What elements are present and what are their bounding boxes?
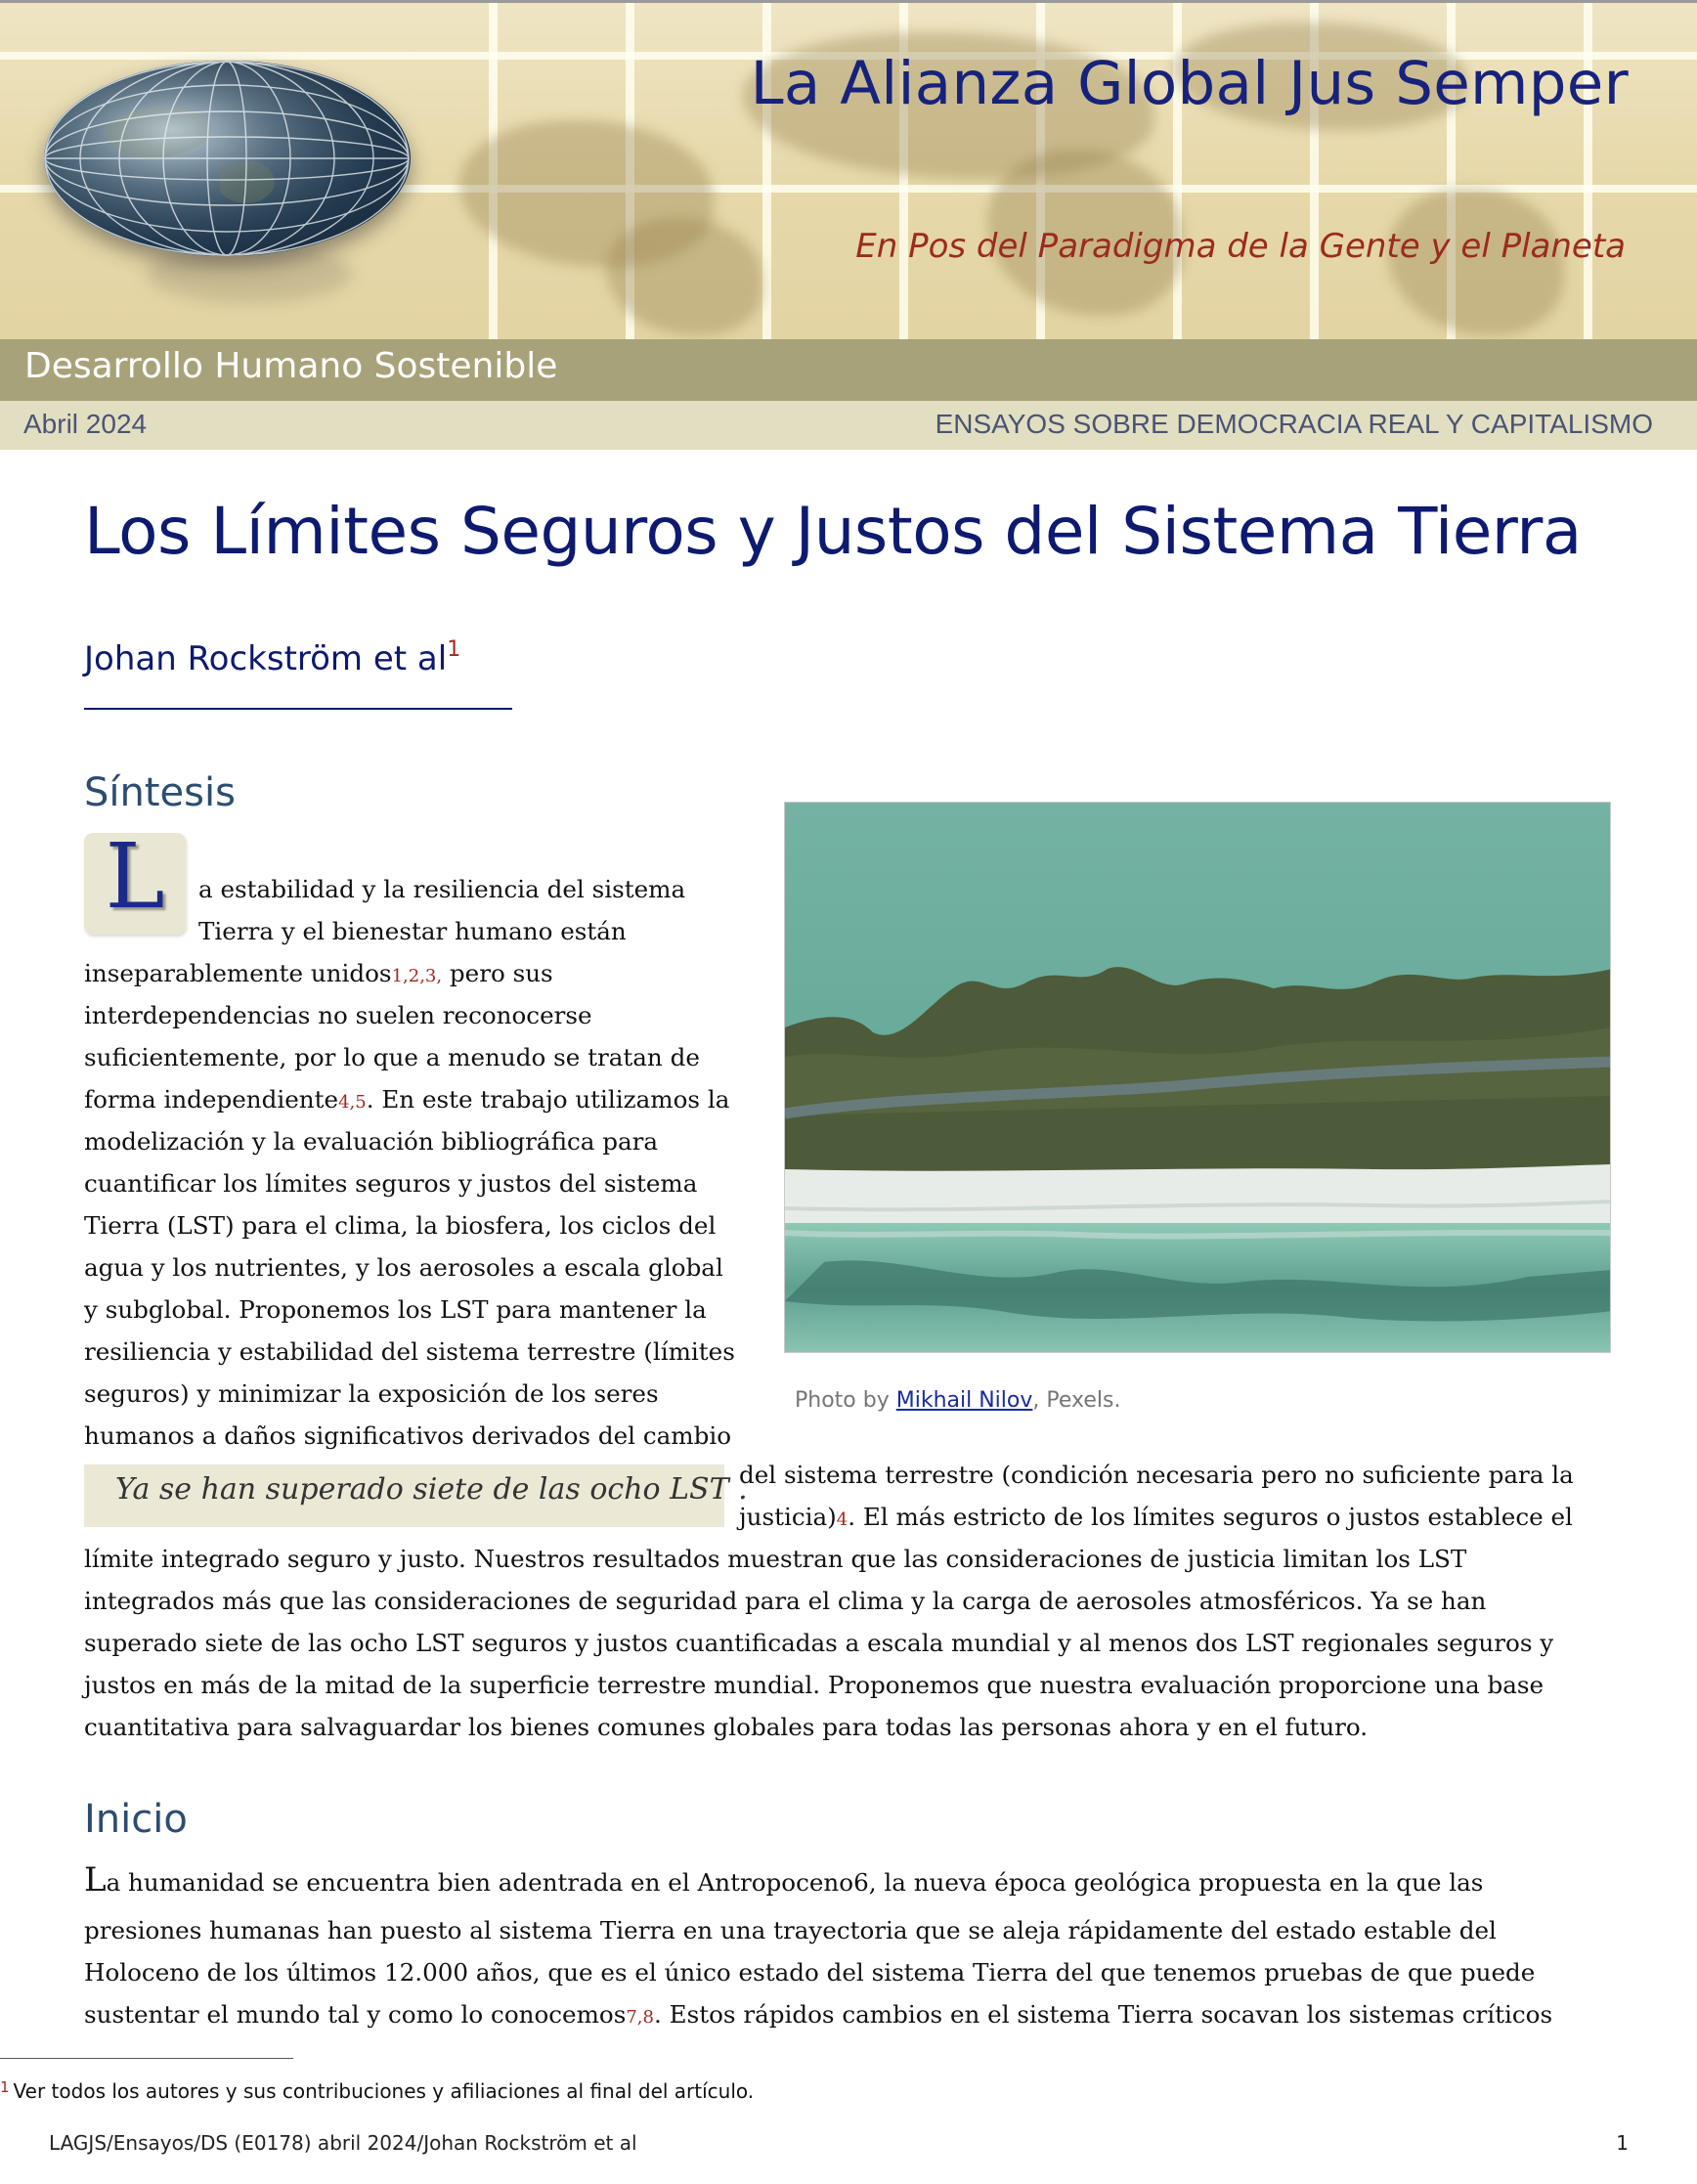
text-line-continuation: . Estos rápidos cambios en el sistema Tierra socavan los sistemas críticos — [654, 2000, 1553, 2029]
synthesis-heading: Síntesis — [84, 770, 236, 815]
text-line — [198, 910, 627, 952]
text-line-content: Tierra (LST) para el clima, la biosfera, los ciclos del — [84, 1211, 717, 1240]
text-line-content: justicia) — [739, 1503, 837, 1531]
globe-wireframe-icon — [44, 61, 411, 256]
text-line-content: suficientemente, por lo que a menudo se tratan de — [84, 1043, 700, 1071]
text-line-content: inseparablemente unidos — [84, 959, 392, 987]
text-line-content: Tierra y el bienestar humano están — [198, 917, 627, 945]
text-line — [84, 1706, 1368, 1748]
citation-reference[interactable]: 1,2,3, — [391, 966, 443, 986]
text-line — [84, 1289, 707, 1331]
text-line-continuation: pero sus — [442, 959, 553, 987]
site-title: La Alianza Global Jus Semper — [750, 49, 1629, 118]
site-tagline: En Pos del Paradigma de la Gente y el Planeta — [855, 227, 1626, 266]
text-line — [84, 1622, 1553, 1664]
author-line — [84, 637, 460, 678]
text-line — [84, 1664, 1544, 1706]
text-line — [84, 1909, 1497, 1951]
text-line-content: interdependencias no suelen reconocerse — [84, 1001, 592, 1029]
text-line — [84, 1993, 1552, 2038]
text-line — [84, 1951, 1535, 1993]
text-line-continuation: . El más estricto de los límites seguros o justos establece el — [848, 1503, 1573, 1531]
photographer-link[interactable]: Mikhail Nilov — [895, 1388, 1033, 1413]
text-line — [84, 1162, 697, 1204]
issue-date: Abril 2024 — [23, 409, 148, 439]
text-line — [739, 1454, 1574, 1496]
author-underline — [84, 708, 512, 710]
text-line-content: agua y los nutrientes, y los aerosoles a escala global — [84, 1253, 723, 1282]
footer-citation: LAGJS/Ensayos/DS (E0178) abril 2024/Johan Rockström et al — [49, 2131, 637, 2155]
text-line-content: justos en más de la mitad de la superficie terrestre mundial. Proponemos que nuestra evaluación proporcione una base — [84, 1671, 1545, 1699]
photo-credit-prefix: Photo by — [795, 1388, 896, 1413]
text-line — [198, 868, 685, 910]
article-title: Los Límites Seguros y Justos del Sistema Tierra — [84, 494, 1582, 569]
text-line — [84, 1246, 723, 1289]
photo-credit — [795, 1388, 1120, 1413]
text-line-content: a humanidad se encuentra bien adentrada en el Antropoceno6, la nueva época geológica propuesta en la que las — [106, 1868, 1484, 1897]
text-line-content: sustentar el mundo tal y como lo conocemos — [84, 2000, 627, 2029]
citation-reference[interactable]: 4 — [836, 1509, 848, 1530]
text-line-content: cuantitativa para salvaguardar los bienes comunes globales para todas las personas ahora y en el futuro. — [84, 1713, 1369, 1741]
text-line — [84, 1859, 1483, 1903]
pull-quote-text: Ya se han superado siete de las ocho LST . — [115, 1472, 748, 1507]
text-line — [84, 952, 553, 997]
text-line — [739, 1496, 1573, 1541]
footnote — [0, 2078, 754, 2103]
footnote-mark: 1 — [0, 2078, 10, 2096]
coastline-aerial-photo — [784, 802, 1611, 1353]
text-line — [84, 1204, 716, 1246]
paragraph-initial: L — [84, 1860, 107, 1900]
text-line — [84, 1538, 1466, 1580]
author-name: Johan Rockström et al — [84, 639, 448, 678]
text-line-content: presiones humanas han puesto al sistema Tierra en una trayectoria que se aleja rápidamente del estado estable del — [84, 1916, 1497, 1944]
footnote-rule — [0, 2058, 293, 2059]
text-line — [84, 1036, 700, 1078]
aerial-image — [785, 803, 1611, 1353]
text-line-content: y subglobal. Proponemos los LST para mantener la — [84, 1295, 707, 1324]
globe-logo — [44, 61, 411, 256]
text-line — [84, 1415, 731, 1457]
text-line — [84, 1580, 1486, 1622]
dropcap-letter: L — [105, 824, 165, 929]
text-line-content: superado siete de las ocho LST seguros y justos cuantificadas a escala mundial y al menos dos LST regionales seguros y — [84, 1629, 1554, 1657]
citation-reference[interactable]: 4,5 — [338, 1092, 367, 1113]
photo-credit-suffix: , Pexels. — [1032, 1388, 1121, 1413]
text-line — [84, 1120, 658, 1162]
footnote-text: Ver todos los autores y sus contribuciones y afiliaciones al final del artículo. — [13, 2079, 755, 2103]
text-line-content: del sistema terrestre (condición necesaria pero no suficiente para la — [739, 1461, 1574, 1489]
text-line-content: resiliencia y estabilidad del sistema terrestre (límites — [84, 1337, 735, 1366]
text-line — [84, 1331, 735, 1373]
section-label: Desarrollo Humano Sostenible — [24, 346, 558, 386]
text-line-continuation: . En este trabajo utilizamos la — [366, 1085, 730, 1114]
series-name: ENSAYOS SOBRE DEMOCRACIA REAL Y CAPITALISMO — [935, 409, 1653, 439]
text-line — [84, 994, 592, 1036]
text-line-content: cuantificar los límites seguros y justos del sistema — [84, 1169, 698, 1198]
text-line-content: seguros) y minimizar la exposición de los seres — [84, 1379, 659, 1408]
intro-heading: Inicio — [84, 1797, 188, 1842]
text-line-content: a estabilidad y la resiliencia del sistema — [198, 875, 686, 903]
text-line-content: humanos a daños significativos derivados del cambio — [84, 1421, 732, 1450]
page-number: 1 — [1616, 2131, 1629, 2155]
text-line-content: modelización y la evaluación bibliográfica para — [84, 1127, 659, 1156]
text-line-content: integrados más que las consideraciones de seguridad para el clima y la carga de aerosoles atmosféricos. Ya se han — [84, 1587, 1487, 1615]
text-line-content: forma independiente — [84, 1085, 339, 1114]
text-line-content: límite integrado seguro y justo. Nuestros resultados muestran que las consideraciones de justicia limitan los LST — [84, 1545, 1467, 1573]
text-line — [84, 1078, 729, 1123]
text-line-content: Holoceno de los últimos 12.000 años, que es el único estado del sistema Tierra del que tenemos pruebas de que puede — [84, 1958, 1536, 1987]
text-line — [84, 1373, 659, 1415]
author-footnote-mark[interactable]: 1 — [447, 637, 461, 662]
citation-reference[interactable]: 7,8 — [626, 2007, 654, 2028]
